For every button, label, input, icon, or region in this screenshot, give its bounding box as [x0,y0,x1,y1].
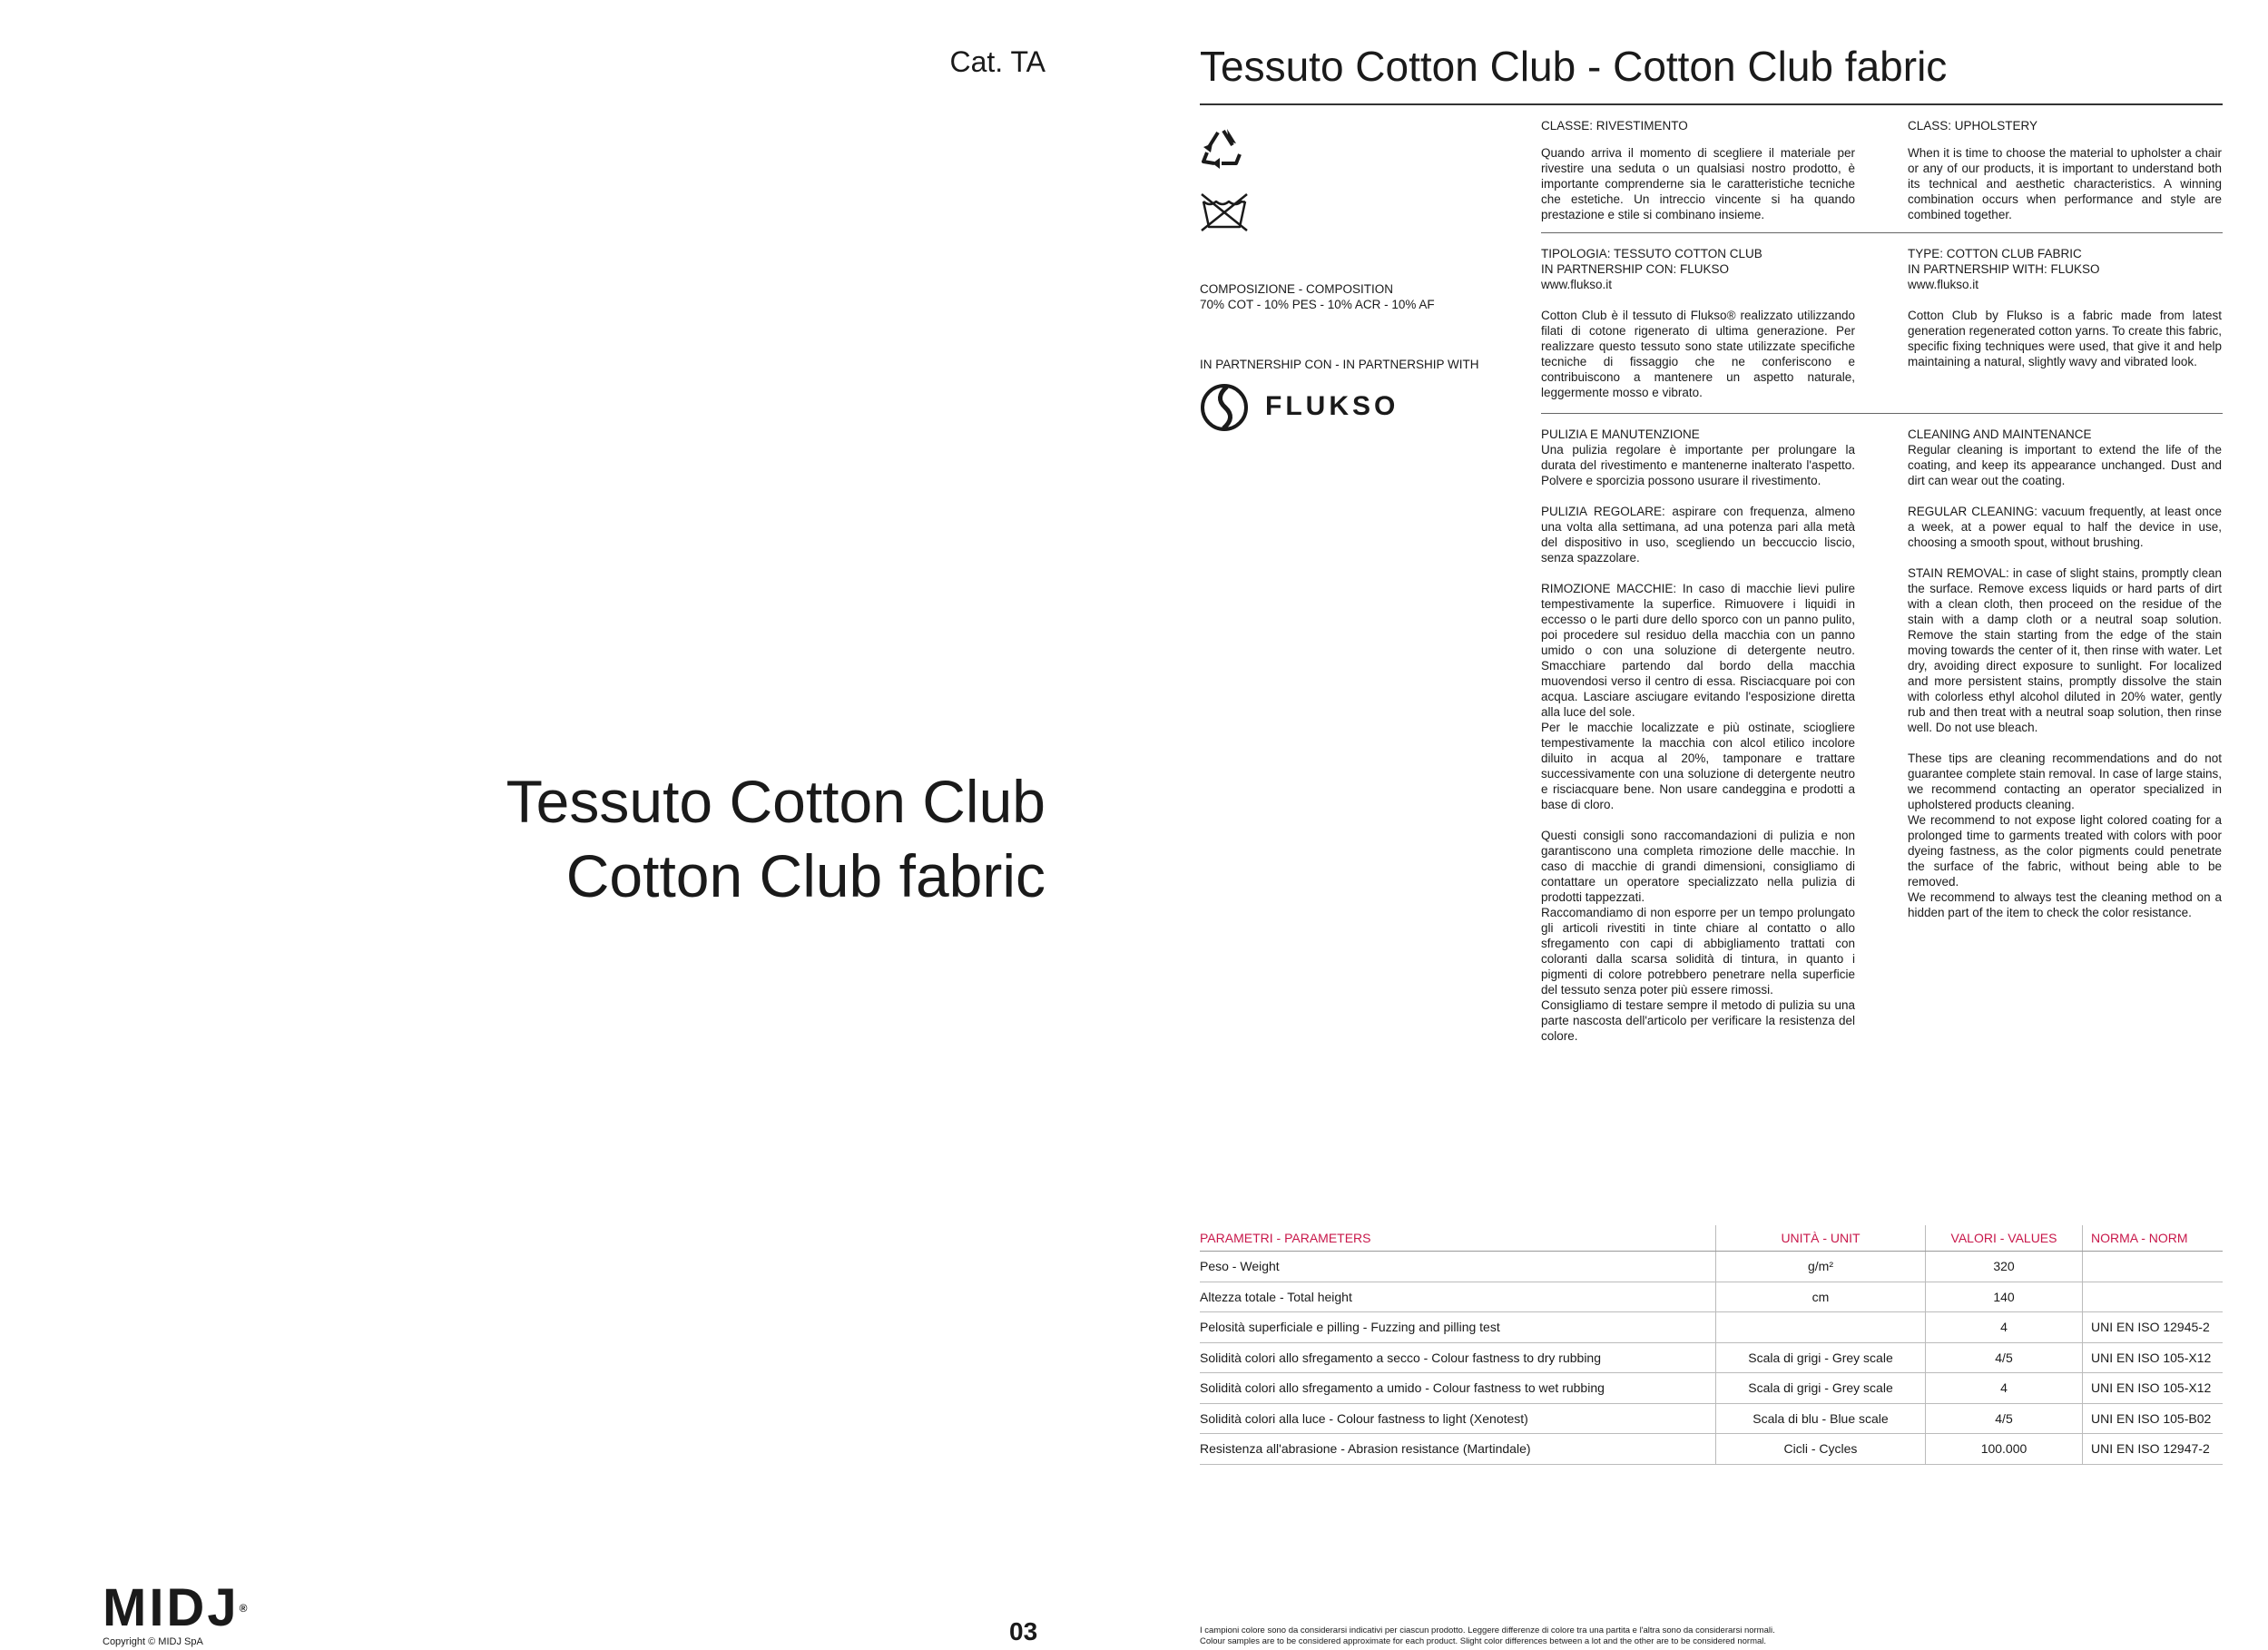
type-text-it: Cotton Club è il tessuto di Flukso® realizzato utilizzando filati di cotone rigenerato di ultima generazione. Per realizzare questo tessuto sono state utilizzate specifiche tecniche di fissaggio che ne conferiscono e contribuiscono a mantenere un aspetto naturale, leggermente mosso e vibrato. [1541,309,1855,399]
care-advice-test-it: Consigliamo di testare sempre il metodo di pulizia su una parte nascosta dell'articolo per verificare la resistenza del colore. [1541,998,1855,1043]
table-row [1200,1342,2223,1373]
class-heading-it: CLASSE: RIVESTIMENTO [1541,119,1688,133]
class-text-it: Quando arriva il momento di scegliere il materiale per rivestire una seduta o un qualsiasi nostro prodotto, è importante comprenderne sia le caratteristiche tecniche che estetiche. Un intreccio vincente si ha quando prestazione e stile si combinano insieme. [1541,146,1855,221]
cell-value: 4 [1926,1373,2083,1404]
disclaimer-it: I campioni colore sono da considerarsi indicativi per ciascun prodotto. Leggere differenze di colore tra una partita e l'altra sono da considerarsi normali. [1200,1625,1775,1635]
do-not-wash-icon [1200,191,1249,232]
disclaimer [1200,1625,1926,1647]
cell-norm: UNI EN ISO 105-X12 [2083,1373,2224,1404]
composition-heading: COMPOSIZIONE - COMPOSITION [1200,282,1394,296]
cell-parameter: Altezza totale - Total height [1200,1282,1716,1312]
care-intro-it: Una pulizia regolare è importante per prolungare la durata del rivestimento e mantenerne inalterato l'aspetto. Polvere e sporcizia possono usurare il rivestimento. [1541,443,1855,487]
cover-title-line-1: Tessuto Cotton Club [506,768,1046,835]
page-number: 03 [1009,1617,1038,1645]
type-partner-it: IN PARTNERSHIP CON: FLUKSO [1541,262,1730,276]
partnership-heading: IN PARTNERSHIP CON - IN PARTNERSHIP WITH [1200,358,1479,371]
recycle-icon [1200,127,1247,171]
class-heading-en: CLASS: UPHOLSTERY [1908,119,2038,133]
table-header-row [1200,1225,2223,1252]
flukso-mark-icon [1200,381,1252,434]
type-partner-en: IN PARTNERSHIP WITH: FLUKSO [1908,262,2100,276]
cell-value: 100.000 [1926,1434,2083,1465]
type-text-en: Cotton Club by Flukso is a fabric made from latest generation regenerated cotton yarns. To create this fabric, specific fixing techniques were used, that give it and help maintaining a natural, slightly wavy and vibrated look. [1908,309,2222,368]
header-value: VALORI - VALUES [1926,1225,2083,1252]
section-divider [1541,413,2223,414]
parameters-table [1200,1225,2223,1465]
care-stain-it: RIMOZIONE MACCHIE: In caso di macchie lievi pulire tempestivamente la superfice. Rimuovere i liquidi in eccesso o le parti dure dello sporco con un panno pulito, poi procedere sul residuo della macchia con un panno umido o con una soluzione di detergente neutro. Smacchiare partendo dal bordo della macchia muovendosi verso il centro di essa. Risciacquare poi con acqua. Lasciare asciugare evitando l'esposizione diretta alla luce del sole. [1541,582,1855,719]
registered-mark: ® [239,1602,250,1615]
cell-norm: UNI EN ISO 105-B02 [2083,1403,2224,1434]
header-unit: UNITÀ - UNIT [1716,1225,1926,1252]
page-title: Tessuto Cotton Club - Cotton Club fabric [1200,43,1948,90]
cell-value: 4/5 [1926,1403,2083,1434]
care-stain-persistent-it: Per le macchie localizzate e più ostinate, sciogliere tempestivamente la macchia con alcol etilico incolore diluito in acqua al 20%, tamponare e trattare successivamente con una soluzione di detergente neutro e risciacquare bene. Non usare candeggina e prodotti a base di cloro. [1541,721,1855,811]
cell-unit: Scala di blu - Blue scale [1716,1403,1926,1434]
category-label: Cat. TA [949,45,1046,78]
care-advice-colors-it: Raccomandiamo di non esporre per un tempo prolungato gli articoli rivestiti in tinte chiare al contatto o allo sfregamento con capi di abbigliamento trattati con coloranti dalla scarsa solidità di tintura, in quanto i pigmenti di colore potrebbero penetrare nella superficie del tessuto senza poter più essere rimossi. [1541,906,1855,997]
care-advice-colors-en: We recommend to not expose light colored coating for a prolonged time to garments treated with colors with poor dyeing fastness, as the color pigments could penetrate the surface of the fabric, without being able to be removed. [1908,813,2222,889]
care-stain-en: STAIN REMOVAL: in case of slight stains, promptly clean the surface. Remove excess liquids or hard parts of dirt with a clean cloth, then proceed on the residue of the stain with a damp cloth or a neutral soap solution. Remove the stain starting from the edge of the stain moving towards the center of it, then rinse with water. Let dry, avoiding direct exposure to sunlight. For localized and more persistent stains, promptly dissolve the stain with colorless ethyl alcohol diluted in 20% water, gently rub and then treat with a neutral soap solution, then rinse well. Do not use bleach. [1908,566,2222,734]
class-section-en [1908,118,2222,222]
table-row [1200,1403,2223,1434]
section-divider [1541,232,2223,233]
type-heading-it: TIPOLOGIA: TESSUTO COTTON CLUB [1541,247,1762,260]
cell-parameter: Pelosità superficiale e pilling - Fuzzing and pilling test [1200,1312,1716,1343]
composition-block [1200,281,1499,312]
logo-text: MIDJ [103,1578,240,1637]
cell-norm [2083,1282,2224,1312]
class-section-it [1541,118,1855,222]
midj-logo [103,1578,250,1648]
cell-value: 4/5 [1926,1342,2083,1373]
table-row [1200,1434,2223,1465]
cell-value: 4 [1926,1312,2083,1343]
care-advice-test-en: We recommend to always test the cleaning method on a hidden part of the item to check the color resistance. [1908,890,2222,919]
cell-norm: UNI EN ISO 12947-2 [2083,1434,2224,1465]
table-row [1200,1252,2223,1282]
care-section-en [1908,427,2222,920]
care-regular-en: REGULAR CLEANING: vacuum frequently, at least once a week, at a power equal to half the device in use, choosing a smooth spout, without brushing. [1908,505,2222,549]
care-intro-en: Regular cleaning is important to extend the life of the coating, and keep its appearance unchanged. Dust and dirt can wear out the coating. [1908,443,2222,487]
cell-unit: cm [1716,1282,1926,1312]
cell-parameter: Solidità colori allo sfregamento a secco - Colour fastness to dry rubbing [1200,1342,1716,1373]
title-divider [1200,103,2223,105]
flukso-logo [1200,381,1399,434]
cell-unit: Scala di grigi - Grey scale [1716,1342,1926,1373]
cell-parameter: Solidità colori allo sfregamento a umido - Colour fastness to wet rubbing [1200,1373,1716,1404]
cell-norm: UNI EN ISO 12945-2 [2083,1312,2224,1343]
cell-value: 140 [1926,1282,2083,1312]
flukso-wordmark: FLUKSO [1265,391,1399,421]
copyright-text: Copyright © MIDJ SpA [103,1636,203,1647]
class-text-en: When it is time to choose the material to upholster a chair or any of our products, it is important to understand both its technical and aesthetic characteristics. A winning combination occurs when performance and style are combined together. [1908,146,2222,221]
cover-title-line-2: Cotton Club fabric [565,842,1046,909]
header-parameter: PARAMETRI - PARAMETERS [1200,1225,1716,1252]
cell-parameter: Peso - Weight [1200,1252,1716,1282]
care-heading-en: CLEANING AND MAINTENANCE [1908,427,2092,441]
cell-value: 320 [1926,1252,2083,1282]
cell-unit: g/m² [1716,1252,1926,1282]
care-heading-it: PULIZIA E MANUTENZIONE [1541,427,1700,441]
cell-unit [1716,1312,1926,1343]
care-regular-it: PULIZIA REGOLARE: aspirare con frequenza, almeno una volta alla settimana, ad una potenza pari alla metà del dispositivo in uso, scegliendo un beccuccio liscio, senza spazzolare. [1541,505,1855,565]
header-norm: NORMA - NORM [2083,1225,2224,1252]
composition-value: 70% COT - 10% PES - 10% ACR - 10% AF [1200,298,1435,311]
cell-norm [2083,1252,2224,1282]
care-section-it [1541,427,1855,1044]
table-row [1200,1312,2223,1343]
type-section-it [1541,246,1855,400]
cell-unit: Scala di grigi - Grey scale [1716,1373,1926,1404]
care-advice-it: Questi consigli sono raccomandazioni di pulizia e non garantiscono una completa rimozione delle macchie. In caso di macchie di grandi dimensioni, consigliamo di contattare un operatore specializzato nella pulizia di prodotti tappezzati. [1541,829,1855,904]
cover-title [506,764,1046,913]
table-row [1200,1282,2223,1312]
cell-parameter: Solidità colori alla luce - Colour fastness to light (Xenotest) [1200,1403,1716,1434]
type-website-it: www.flukso.it [1541,278,1613,291]
cell-norm: UNI EN ISO 105-X12 [2083,1342,2224,1373]
care-advice-en: These tips are cleaning recommendations and do not guarantee complete stain removal. In case of large stains, we recommend contacting an operator specialized in upholstered products cleaning. [1908,751,2222,811]
table-row [1200,1373,2223,1404]
type-section-en [1908,246,2222,369]
type-heading-en: TYPE: COTTON CLUB FABRIC [1908,247,2082,260]
type-website-en: www.flukso.it [1908,278,1979,291]
disclaimer-en: Colour samples are to be considered approximate for each product. Slight color differences between a lot and the other are to be considered normal. [1200,1636,1767,1646]
cell-unit: Cicli - Cycles [1716,1434,1926,1465]
cell-parameter: Resistenza all'abrasione - Abrasion resistance (Martindale) [1200,1434,1716,1465]
